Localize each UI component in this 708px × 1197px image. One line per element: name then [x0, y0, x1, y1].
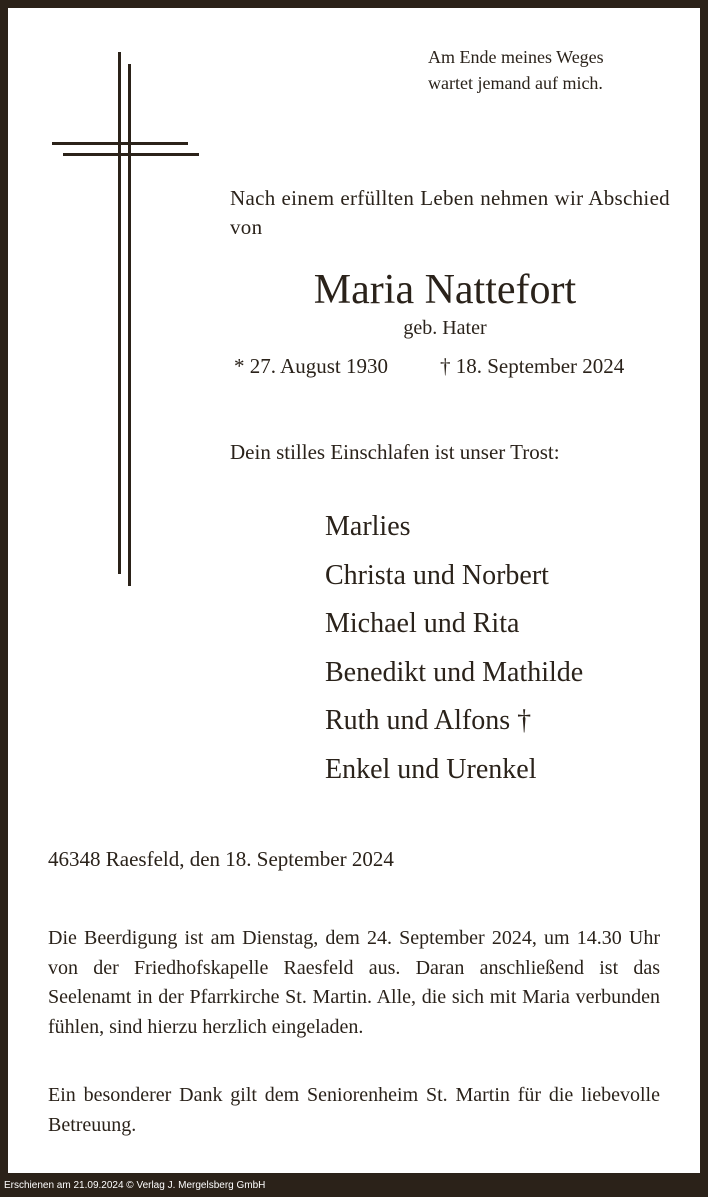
cross-vertical-line-left — [118, 52, 121, 574]
motto-line-2: wartet jemand auf mich. — [428, 73, 603, 93]
motto — [428, 44, 604, 96]
cross-icon — [8, 8, 208, 608]
maiden-name: geb. Hater — [403, 317, 487, 339]
mourner-item: Christa und Norbert — [325, 559, 549, 591]
mourner-item: Marlies — [325, 511, 411, 542]
death-date: † 18. September 2024 — [440, 354, 625, 378]
cross-horizontal-line-bottom — [63, 153, 199, 156]
thanks-note: Ein besonderer Dank gilt dem Seniorenheim St. Martin für die liebevolle Betreuung. — [48, 1084, 660, 1136]
mourner-item: Enkel und Urenkel — [325, 753, 537, 785]
deceased-name: Maria Nattefort — [313, 267, 577, 313]
motto-line-1: Am Ende meines Weges — [428, 47, 604, 67]
funeral-details: Die Beerdigung ist am Dienstag, dem 24. September 2024, um 14.30 Uhr von der Friedhofskapelle Raesfeld aus. Daran anschließend ist das Seelenamt in der Pfarrkirche St. Martin. Alle, die sich mit Maria verbunden fühlen, sind hierzu herzlich eingeladen. — [48, 927, 660, 1038]
cross-horizontal-line-top — [52, 142, 188, 145]
intro-text: Nach einem erfüllten Leben nehmen wir Abschied von — [230, 186, 670, 239]
mourner-item: Michael und Rita — [325, 608, 520, 639]
birth-date: * 27. August 1930 — [234, 354, 389, 378]
obituary-card — [8, 8, 700, 1173]
comfort-line: Dein stilles Einschlafen ist unser Trost: — [230, 440, 560, 464]
mourners-list — [325, 503, 583, 794]
mourner-item: Benedikt und Mathilde — [325, 656, 584, 688]
place-and-date: 46348 Raesfeld, den 18. September 2024 — [48, 847, 394, 871]
publication-footer: Erschienen am 21.09.2024 © Verlag J. Mergelsberg GmbH — [4, 1180, 266, 1191]
mourner-item: Ruth und Alfons † — [325, 705, 532, 736]
